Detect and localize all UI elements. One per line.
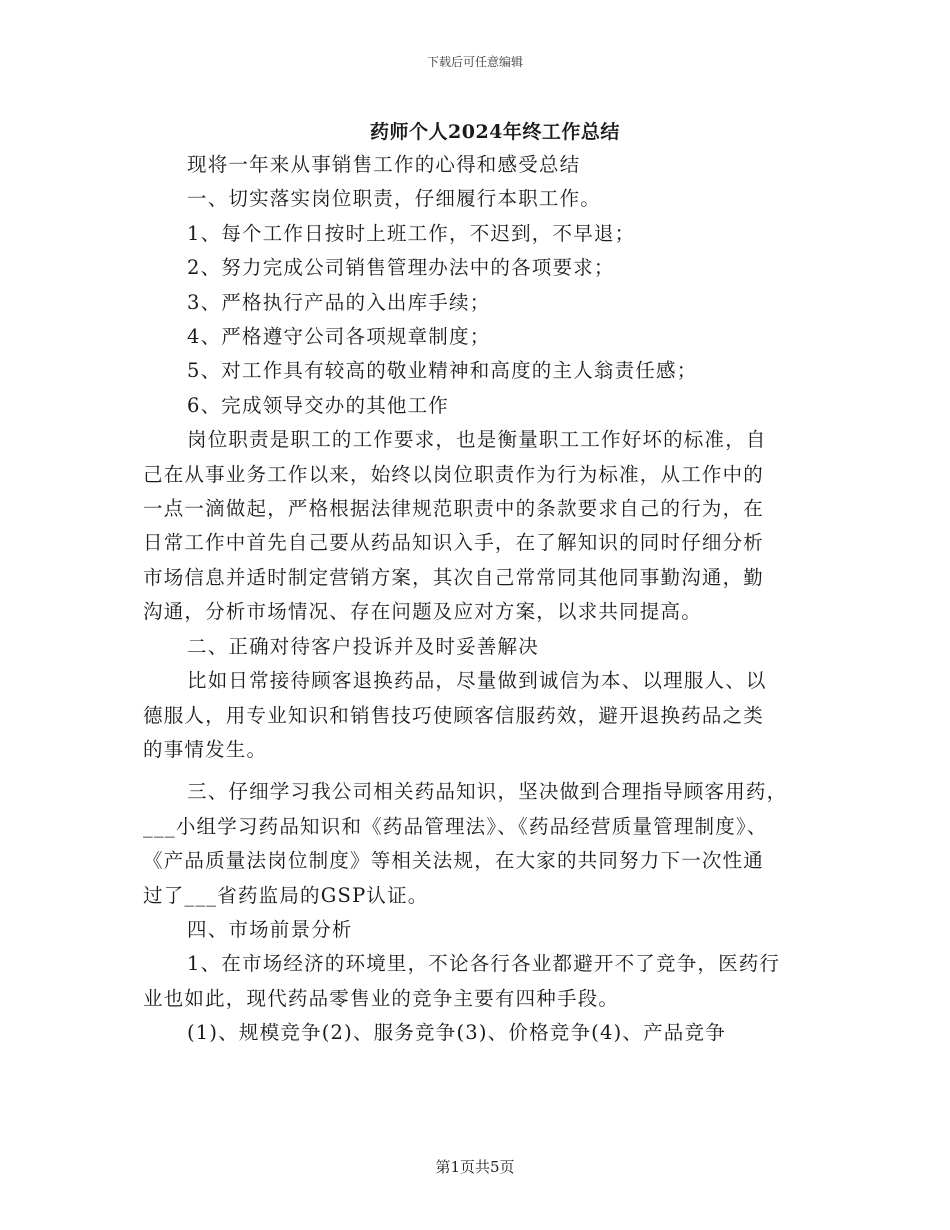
body-line: 沟通，分析市场情况、存在问题及应对方案，以求共同提高。 [143,600,702,624]
body-line: 二、正确对待客户投诉并及时妥善解决 [187,634,539,658]
body-line: 4、严格遵守公司各项规章制度； [187,325,491,349]
body-line: 《产品质量法岗位制度》等相关法规，在大家的共同努力下一次性通 [143,849,765,873]
body-line: 6、完成领导交办的其他工作 [187,393,450,417]
body-line: 现将一年来从事销售工作的心得和感受总结 [187,153,581,176]
body-line: ___小组学习药品知识和《药品管理法》、《药品经营质量管理制度》、 [143,814,768,838]
body-line: 四、市场前景分析 [187,917,353,941]
body-line: 德服人，用专业知识和销售技巧使顾客信服药效，避开退换药品之类 [143,703,765,727]
body-line: 己在从事业务工作以来，始终以岗位职责作为行为标准，从工作中的 [143,462,765,486]
body-line: 1、在市场经济的环境里，不论各行各业都避开不了竞争，医药行 [187,952,781,976]
body-line: 比如日常接待顾客退换药品，尽量做到诚信为本、以理服人、以 [187,669,767,693]
body-line: 一、切实落实岗位职责，仔细履行本职工作。 [187,187,602,211]
body-line: 2、努力完成公司销售管理办法中的各项要求； [187,256,615,280]
body-line: 岗位职责是职工的工作要求，也是衡量职工工作好坏的标准，自 [187,428,767,452]
document-body [143,148,823,1051]
body-line: (1)、规模竞争(2)、服务竞争(3)、价格竞争(4)、产品竞争 [187,1021,726,1045]
body-line: 3、严格执行产品的入出库手续； [187,290,491,314]
page-footer: 第1页共5页 [435,1158,515,1176]
body-line: 过了___省药监局的GSP认证。 [143,883,429,907]
body-line: 一点一滴做起，严格根据法律规范职责中的条款要求自己的行为，在 [143,497,765,521]
body-line: 的事情发生。 [143,737,268,761]
body-line: 5、对工作具有较高的敬业精神和高度的主人翁责任感； [187,359,698,383]
page-header: 下载后可任意编辑 [426,55,523,69]
document-title: 药师个人2024年终工作总结 [370,121,620,143]
body-line: 日常工作中首先自己要从药品知识入手，在了解知识的同时仔细分析 [143,531,765,555]
body-line: 业也如此，现代药品零售业的竞争主要有四种手段。 [143,986,620,1010]
body-line: 市场信息并适时制定营销方案，其次自己常常同其他同事勤沟通，勤 [143,565,765,589]
body-line: 三、仔细学习我公司相关药品知识，坚决做到合理指导顾客用药， [187,780,788,804]
body-line: 1、每个工作日按时上班工作，不迟到，不早退； [187,221,636,245]
